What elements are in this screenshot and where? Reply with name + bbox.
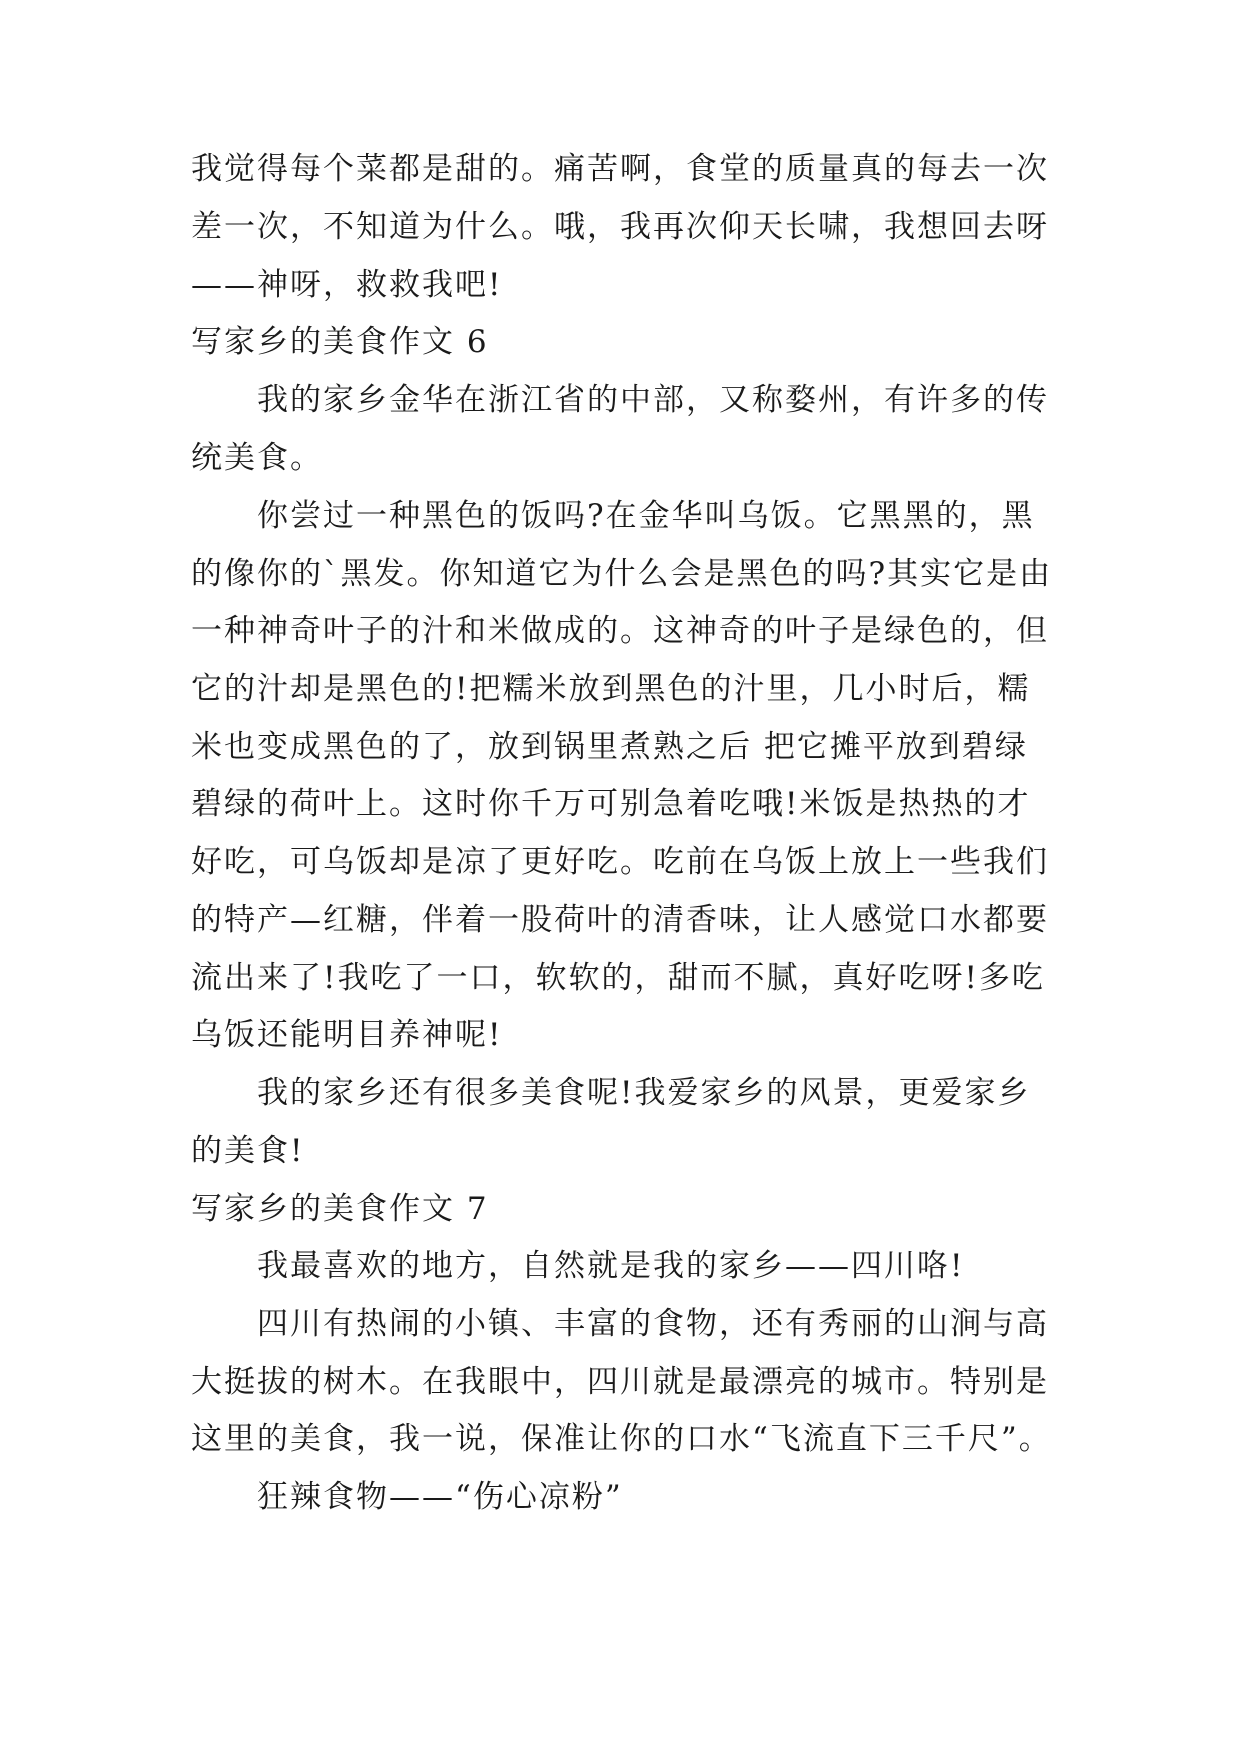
body-text-line: 我觉得每个菜都是甜的。痛苦啊，食堂的质量真的每去一次 xyxy=(191,151,1049,187)
body-text-line: 的特产—红糖，伴着一股荷叶的清香味，让人感觉口水都要 xyxy=(191,902,1049,938)
body-text-line: 好吃，可乌饭却是凉了更好吃。吃前在乌饭上放上一些我们 xyxy=(191,844,1049,880)
body-text-line: 狂辣食物——“伤心凉粉” xyxy=(257,1479,623,1515)
body-text-line: ——神呀，救救我吧! xyxy=(191,267,503,303)
body-text-line: 我的家乡还有很多美食呢!我爱家乡的风景，更爱家乡 xyxy=(257,1075,1031,1111)
body-text-line: 碧绿的荷叶上。这时你千万可别急着吃哦!米饭是热热的才 xyxy=(191,786,1031,822)
body-text-line: 乌饭还能明目养神呢! xyxy=(191,1017,503,1053)
section-heading: 写家乡的美食作文 7 xyxy=(191,1191,489,1227)
body-text-line: 一种神奇叶子的汁和米做成的。这神奇的叶子是绿色的，但 xyxy=(191,613,1049,649)
body-text-line: 你尝过一种黑色的饭吗?在金华叫乌饭。它黑黑的，黑 xyxy=(257,498,1035,534)
body-text-line: 大挺拔的树木。在我眼中，四川就是最漂亮的城市。特别是 xyxy=(191,1364,1049,1400)
body-text-line: 我的家乡金华在浙江省的中部，又称婺州，有许多的传 xyxy=(257,382,1049,418)
body-text-line: 四川有热闹的小镇、丰富的食物，还有秀丽的山涧与高 xyxy=(257,1306,1049,1342)
body-text-line: 我最喜欢的地方，自然就是我的家乡——四川咯! xyxy=(257,1248,965,1284)
body-text-line: 它的汁却是黑色的!把糯米放到黑色的汁里，几小时后，糯 xyxy=(191,671,1031,707)
body-text-line: 差一次，不知道为什么。哦，我再次仰天长啸，我想回去呀 xyxy=(191,209,1049,245)
body-text-line: 的美食! xyxy=(191,1133,305,1169)
body-text-line: 的像你的`黑发。你知道它为什么会是黑色的吗?其实它是由 xyxy=(191,556,1053,592)
body-text-line: 这里的美食，我一说，保准让你的口水“飞流直下三千尺”。 xyxy=(191,1421,1052,1457)
body-text-line: 米也变成黑色的了，放到锅里煮熟之后 把它摊平放到碧绿 xyxy=(191,729,1028,765)
body-text-line: 流出来了!我吃了一口，软软的，甜而不腻，真好吃呀!多吃 xyxy=(191,960,1045,996)
body-text-line: 统美食。 xyxy=(191,440,323,476)
section-heading: 写家乡的美食作文 6 xyxy=(191,324,489,360)
